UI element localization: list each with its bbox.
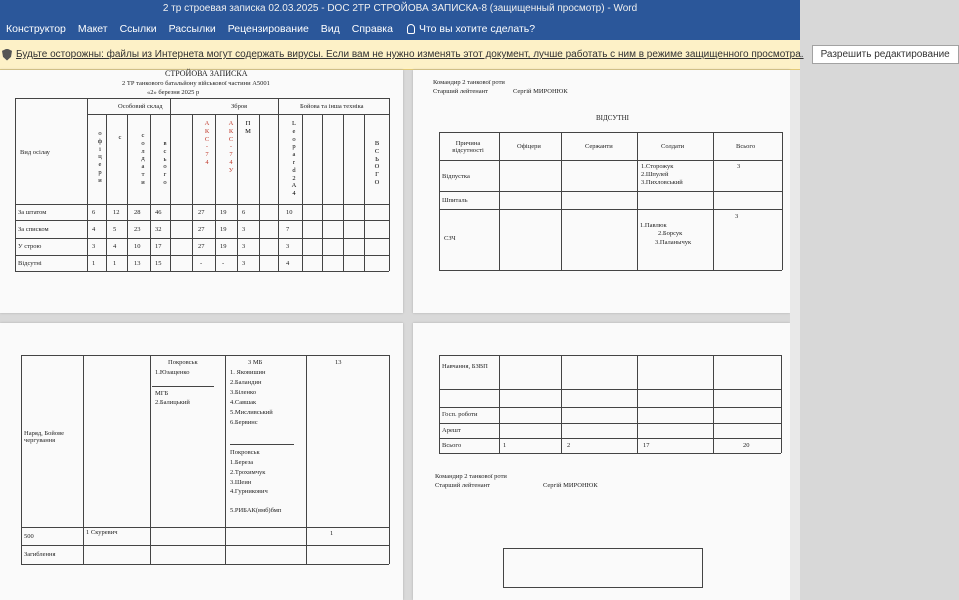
tab-references[interactable]: Ссылки <box>119 23 157 35</box>
page2-commander-rank: Старший лейтенант <box>433 88 488 95</box>
cell: 15 <box>155 260 162 267</box>
sub-aks74: А К С - 7 4 <box>204 120 210 166</box>
sub-pm: П М <box>245 120 251 135</box>
mb3-name-6: 6.Бервинс <box>230 419 258 426</box>
col-vid-header: Вид осілау <box>20 149 50 156</box>
vacation-soldier-1: 1.Сторожук <box>641 163 674 170</box>
header-reason: Причина відсутності <box>452 140 484 155</box>
page2-commander-name: Сергій МИРОНЮК <box>513 88 568 95</box>
sub-sergeants: с <box>118 134 122 141</box>
sub-aks74u: А К С - 7 4 У <box>228 120 234 174</box>
shield-icon <box>2 49 12 61</box>
cell: 23 <box>134 226 141 233</box>
cell: 12 <box>113 209 120 216</box>
total-officers: 1 <box>503 442 507 449</box>
row-training-label: Навчання, БЗВП <box>442 363 488 370</box>
row-label: За штатом <box>18 209 47 216</box>
cell: 3 <box>242 243 246 250</box>
total-sergeants: 2 <box>567 442 571 449</box>
document-workspace[interactable] <box>0 70 800 600</box>
cell: 3 <box>242 260 246 267</box>
total-all: 20 <box>743 442 750 449</box>
cell: 4 <box>92 226 96 233</box>
group-weapons-header: Зброя <box>231 103 247 110</box>
row-arrest-label: Арешт <box>442 427 461 434</box>
window-title-bar <box>0 0 800 18</box>
vertical-scrollbar[interactable] <box>790 70 800 600</box>
pokrovsk-2-name-3: 3.Шеин <box>230 479 252 486</box>
cell: 5 <box>113 226 117 233</box>
szch-soldier-2: 2.Борсук <box>658 230 683 237</box>
mgb-title: МГБ <box>155 390 169 397</box>
row-household-label: Госп. роботи <box>442 411 478 418</box>
mb3-name-2: 2.Баландин <box>230 379 262 386</box>
header-officers: Офіцери <box>517 143 541 150</box>
cell: 19 <box>220 226 227 233</box>
cell: 13 <box>134 260 141 267</box>
ribbon-tabs <box>0 18 800 40</box>
tab-mailings[interactable]: Рассылки <box>168 23 216 35</box>
cell: 10 <box>286 209 293 216</box>
cell: 6 <box>92 209 96 216</box>
pokrovsk-2-title: Покровськ <box>230 449 260 456</box>
cell: - <box>200 260 203 267</box>
cell: 17 <box>155 243 162 250</box>
vacation-soldier-3: 3.Пихловський <box>641 179 683 186</box>
pokrovsk-2-name-1: 1.Береза <box>230 459 254 466</box>
row-zagiblo-label: Загиблення <box>24 551 56 558</box>
row-500-value: 1 Скуревич <box>86 529 118 536</box>
page2-commander-role: Командир 2 танкової роти <box>433 79 505 86</box>
row-label: У строю <box>18 243 42 250</box>
pokrovsk-2-name-2: 2.Трохимчук <box>230 469 266 476</box>
tab-view[interactable]: Вид <box>320 23 340 35</box>
mb3-name-4: 4.Савшак <box>230 399 257 406</box>
row-500-total: 1 <box>330 530 334 537</box>
header-sergeants: Сержанти <box>585 143 613 150</box>
page4-commander-role: Командир 2 танкової роти <box>435 473 507 480</box>
group-personnel-header: Особовий склад <box>118 103 163 110</box>
lightbulb-icon <box>407 24 415 34</box>
mb3-name-1: 1. Яковишин <box>230 369 266 376</box>
page-1 <box>0 70 403 313</box>
tab-layout[interactable]: Макет <box>77 23 108 35</box>
sub-leopard: L e o p a r d 2 A 4 <box>291 120 297 198</box>
page-3 <box>0 323 403 600</box>
row-hospital-label: Шпиталь <box>442 197 468 204</box>
duty-count: 13 <box>335 359 342 366</box>
absent-title: ВІДСУТНІ <box>596 114 629 122</box>
cell: 7 <box>286 226 290 233</box>
protected-view-bar <box>0 40 950 70</box>
enable-editing-button[interactable]: Разрешить редактирование <box>812 45 959 64</box>
mb3-name-3: 3.Біленко <box>230 389 257 396</box>
pokrovsk-1-name-1: 1.Юзащенко <box>155 369 190 376</box>
mb3-name-5: 5.Мисливський <box>230 409 273 416</box>
cell: 3 <box>92 243 96 250</box>
sub-soldiers: с о л д а т и <box>141 132 145 186</box>
tab-constructor[interactable]: Конструктор <box>6 23 66 35</box>
group-vehicles-header: Бойова та інша техніка <box>300 103 364 110</box>
row-vacation-label: Відпустка <box>442 173 470 180</box>
sub-officers: о ф і ц е р и <box>97 130 103 184</box>
cell: 3 <box>242 226 246 233</box>
cell: 19 <box>220 243 227 250</box>
protected-view-message[interactable]: Будьте осторожны: файлы из Интернета могут содержать вирусы. Если вам не нужно изменять этот документ, лучше работать с ним в режиме защищенного просмотра. <box>16 49 804 60</box>
row-szch-label: СЗЧ <box>444 235 456 242</box>
tell-me-text: Что вы хотите сделать? <box>418 23 536 35</box>
cell: 1 <box>92 260 96 267</box>
duty-row-label: Наряд, Бойове чергування <box>24 430 65 445</box>
page1-date: «2» березня 2025 р <box>147 89 200 96</box>
vacation-total: 3 <box>737 163 741 170</box>
row-label: За списком <box>18 226 49 233</box>
cell: 1 <box>113 260 117 267</box>
total-soldiers: 17 <box>643 442 650 449</box>
tab-help[interactable]: Справка <box>351 23 393 35</box>
sub-total-vehicles: В С Ь О Г О <box>374 140 380 186</box>
cell: - <box>222 260 225 267</box>
header-total: Всього <box>736 143 756 150</box>
sub-total-personnel: в с ь о г о <box>163 140 167 186</box>
cell: 27 <box>198 226 205 233</box>
page4-commander-name: Сергій МИРОНЮК <box>543 482 598 489</box>
row-label: Відсутні <box>18 260 42 267</box>
cell: 19 <box>220 209 227 216</box>
page1-subtitle: 2 ТР танкового батальйону військової частини А5001 <box>122 80 270 87</box>
window-title: 2 тр строевая записка 02.03.2025 - DOC 2ТР СТРОЙОВА ЗАПИСКА-8 (защищенный просмотр) - Word <box>162 3 638 14</box>
szch-total: 3 <box>735 213 739 220</box>
mb3-title: 3 МБ <box>248 359 263 366</box>
cell: 32 <box>155 226 162 233</box>
szch-soldier-1: 1.Павлюк <box>640 222 667 229</box>
page-2 <box>413 70 790 313</box>
cell: 6 <box>242 209 246 216</box>
tell-me-box[interactable] <box>399 23 535 35</box>
row-500-label: 500 <box>24 533 34 540</box>
cell: 4 <box>113 243 117 250</box>
cell: 27 <box>198 243 205 250</box>
szch-soldier-3: 3.Паланычук <box>655 239 692 246</box>
pokrovsk-1-title: Покровськ <box>168 359 198 366</box>
vacation-soldier-2: 2.Шпулей <box>641 171 669 178</box>
page1-title: СТРОЙОВА ЗАПИСКА <box>165 69 248 78</box>
cell: 27 <box>198 209 205 216</box>
header-soldiers: Солдати <box>661 143 685 150</box>
cell: 46 <box>155 209 162 216</box>
page-4 <box>413 323 790 600</box>
cell: 4 <box>286 260 290 267</box>
cell: 10 <box>134 243 141 250</box>
pokrovsk-2-name-4: 4.Гурникович <box>230 488 268 495</box>
ribak-entry: 5.РИБАК(вмб)бмп <box>230 507 282 514</box>
tab-review[interactable]: Рецензирование <box>227 23 309 35</box>
empty-box <box>503 548 703 588</box>
cell: 28 <box>134 209 141 216</box>
cell: 3 <box>286 243 290 250</box>
row-total-label: Всього <box>442 442 462 449</box>
page4-commander-rank: Старший лейтенант <box>435 482 490 489</box>
mgb-name-1: 2.Балицький <box>155 399 190 406</box>
